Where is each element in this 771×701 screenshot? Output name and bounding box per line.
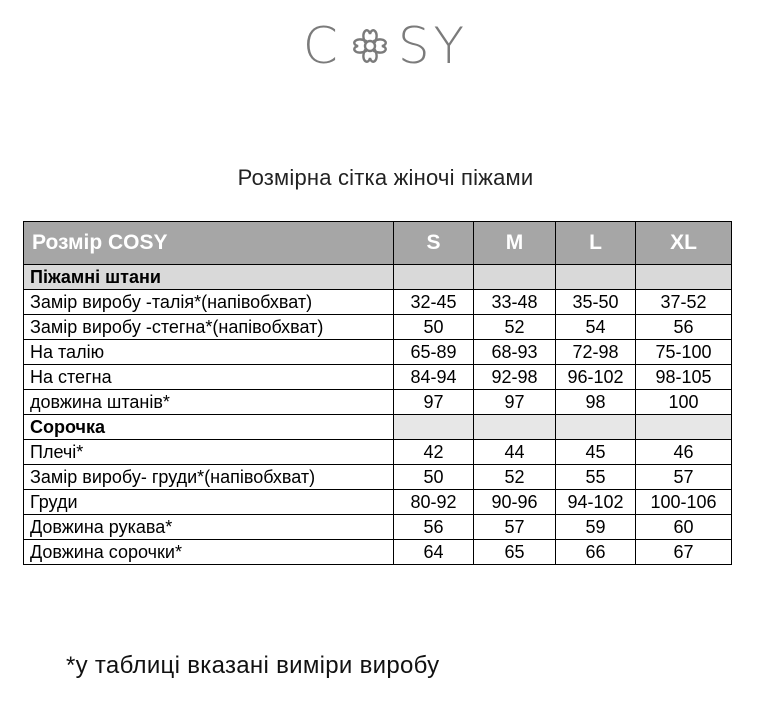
section-empty-cell	[556, 415, 636, 440]
size-value-cell: 92-98	[474, 365, 556, 390]
size-value-cell: 98	[556, 390, 636, 415]
section-empty-cell	[556, 265, 636, 290]
section-empty-cell	[636, 415, 732, 440]
flower-knot-icon	[344, 20, 396, 72]
page-title: Розмірна сітка жіночі піжами	[237, 165, 534, 190]
size-value-cell: 100-106	[636, 490, 732, 515]
size-value-cell: 64	[394, 540, 474, 565]
brand-logo	[0, 14, 771, 78]
table-row	[24, 340, 732, 365]
table-header-row	[24, 222, 732, 265]
size-value-cell: 80-92	[394, 490, 474, 515]
section-title: Піжамні штани	[24, 265, 394, 290]
logo-wordmark	[303, 14, 468, 78]
table-row	[24, 540, 732, 565]
size-value-cell: 54	[556, 315, 636, 340]
section-row	[24, 415, 732, 440]
size-value-cell: 65	[474, 540, 556, 565]
table-row	[24, 440, 732, 465]
size-value-cell: 52	[474, 315, 556, 340]
size-value-cell: 97	[394, 390, 474, 415]
row-label: Замір виробу -талія*(напівобхват)	[24, 290, 394, 315]
size-value-cell: 32-45	[394, 290, 474, 315]
header-cell-s: S	[394, 222, 474, 265]
header-cell-xl: XL	[636, 222, 732, 265]
row-label: Груди	[24, 490, 394, 515]
row-label: довжина штанів*	[24, 390, 394, 415]
size-value-cell: 45	[556, 440, 636, 465]
section-title: Сорочка	[24, 415, 394, 440]
table-row	[24, 465, 732, 490]
size-value-cell: 35-50	[556, 290, 636, 315]
size-value-cell: 33-48	[474, 290, 556, 315]
header-cell-m: M	[474, 222, 556, 265]
logo-letters-sy: SY	[397, 17, 469, 75]
size-value-cell: 98-105	[636, 365, 732, 390]
size-value-cell: 57	[474, 515, 556, 540]
size-value-cell: 72-98	[556, 340, 636, 365]
row-label: Замір виробу- груди*(напівобхват)	[24, 465, 394, 490]
footnote: *у таблиці вказані виміри виробу	[66, 652, 440, 679]
size-value-cell: 42	[394, 440, 474, 465]
header-cell-size-label: Розмір COSY	[24, 222, 394, 265]
size-value-cell: 65-89	[394, 340, 474, 365]
size-value-cell: 84-94	[394, 365, 474, 390]
table-row	[24, 490, 732, 515]
section-empty-cell	[474, 265, 556, 290]
size-value-cell: 96-102	[556, 365, 636, 390]
table-row	[24, 290, 732, 315]
header-cell-l: L	[556, 222, 636, 265]
section-empty-cell	[394, 265, 474, 290]
table-row	[24, 315, 732, 340]
section-empty-cell	[474, 415, 556, 440]
table-row	[24, 365, 732, 390]
table-row	[24, 515, 732, 540]
row-label: Довжина рукава*	[24, 515, 394, 540]
size-value-cell: 44	[474, 440, 556, 465]
logo-letter-c: C	[302, 17, 342, 75]
row-label: Плечі*	[24, 440, 394, 465]
size-value-cell: 94-102	[556, 490, 636, 515]
row-label: На талію	[24, 340, 394, 365]
size-value-cell: 50	[394, 465, 474, 490]
section-row	[24, 265, 732, 290]
size-chart-table	[23, 221, 732, 565]
size-value-cell: 90-96	[474, 490, 556, 515]
size-value-cell: 37-52	[636, 290, 732, 315]
size-value-cell: 59	[556, 515, 636, 540]
size-value-cell: 56	[394, 515, 474, 540]
size-value-cell: 100	[636, 390, 732, 415]
section-empty-cell	[394, 415, 474, 440]
size-value-cell: 56	[636, 315, 732, 340]
section-empty-cell	[636, 265, 732, 290]
size-value-cell: 55	[556, 465, 636, 490]
size-value-cell: 52	[474, 465, 556, 490]
size-value-cell: 68-93	[474, 340, 556, 365]
size-value-cell: 46	[636, 440, 732, 465]
row-label: Замір виробу -стегна*(напівобхват)	[24, 315, 394, 340]
size-value-cell: 60	[636, 515, 732, 540]
size-value-cell: 75-100	[636, 340, 732, 365]
size-value-cell: 97	[474, 390, 556, 415]
table-row	[24, 390, 732, 415]
row-label: Довжина сорочки*	[24, 540, 394, 565]
row-label: На стегна	[24, 365, 394, 390]
size-value-cell: 50	[394, 315, 474, 340]
size-value-cell: 66	[556, 540, 636, 565]
size-value-cell: 67	[636, 540, 732, 565]
size-value-cell: 57	[636, 465, 732, 490]
